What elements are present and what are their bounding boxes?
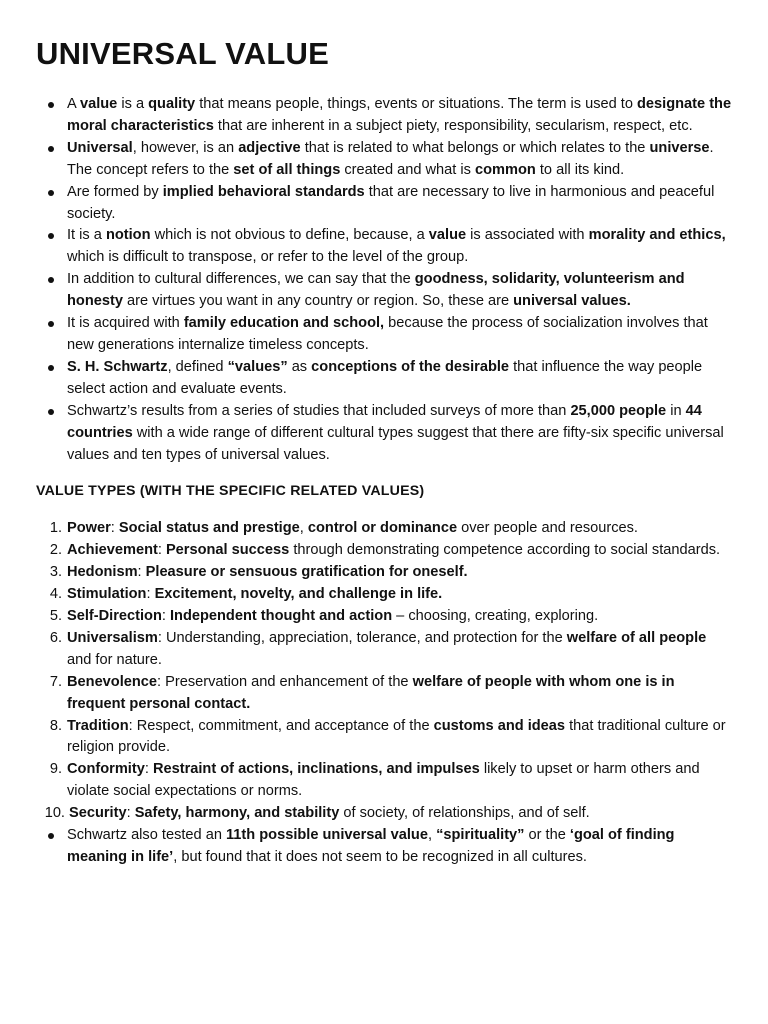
bold-text: designate the moral characteristics (67, 96, 732, 134)
bold-text: control or dominance (307, 520, 458, 537)
bold-text: adjective (238, 139, 301, 156)
bold-text: conceptions of the desirable (311, 358, 510, 375)
bold-text: value (79, 96, 118, 112)
bold-text: goodness, solidarity, volunteerism and honesty (67, 271, 685, 310)
bold-text: common (475, 161, 536, 178)
closing-bullet-list (36, 825, 732, 869)
bold-text: S. H. Schwartz (67, 358, 168, 375)
bold-text: Universalism (67, 629, 158, 646)
bold-text: Excitement, novelty, and challenge in life. (154, 586, 443, 603)
page-title: UNIVERSAL VALUE (36, 36, 329, 71)
value-type-item (36, 606, 732, 628)
bold-text: quality (148, 96, 196, 112)
list-number: 10. (44, 805, 65, 822)
bold-text: universal values. (513, 293, 631, 310)
value-type-item (36, 540, 732, 562)
value-type-text: Power: Social status and prestige, control or dominance over people and resources. (67, 520, 638, 537)
bold-text: Independent thought and action (169, 608, 393, 625)
value-type-text: Security: Safety, harmony, and stability of society, of relationships, and of self. (69, 805, 590, 822)
value-type-text: Conformity: Restraint of actions, inclinations, and impulses likely to upset or harm others and violate social expectations or norms. (67, 761, 700, 800)
bullet-item: It is a notion which is not obvious to define, because, a value is associated with morality and ethics, which is difficult to transpose, or refer to the level of the group. (36, 225, 732, 269)
bold-text: universe (649, 139, 710, 156)
bullet-item: Universal, however, is an adjective that is related to what belongs or which relates to the universe. The concept refers to the set of all things created and what is common to all its kind. (36, 138, 732, 182)
section-heading: VALUE TYPES (WITH THE SPECIFIC RELATED VALUES) (36, 483, 425, 500)
bold-text: morality and ethics, (588, 227, 726, 244)
value-type-item (36, 672, 732, 716)
value-type-item (36, 803, 732, 825)
list-number: 1. (49, 520, 62, 537)
bold-text: implied behavioral standards (162, 183, 365, 200)
bold-text: Security (69, 805, 127, 822)
bold-text: Benevolence (67, 673, 158, 690)
bold-text: Universal (67, 139, 133, 156)
bold-text: 44 countries (67, 402, 702, 441)
value-type-text: Self-Direction: Independent thought and action – choosing, creating, exploring. (67, 608, 599, 625)
value-type-text: Universalism: Understanding, appreciation, tolerance, and protection for the welfare of all people and for nature. (67, 629, 707, 668)
bold-text: Restraint of actions, inclinations, and impulses (152, 761, 480, 778)
list-number: 6. (49, 629, 62, 646)
value-type-item (36, 562, 732, 584)
value-type-item (36, 584, 732, 606)
bullet-item: Schwartz’s results from a series of studies that included surveys of more than 25,000 people in 44 countries with a wide range of different cultural types suggest that there are fifty-six specific universal values and ten types of universal values. (36, 401, 732, 467)
intro-bullet-list (36, 94, 732, 466)
bold-text: Stimulation (67, 586, 147, 603)
value-type-text: Hedonism: Pleasure or sensuous gratification for oneself. (67, 564, 468, 581)
value-type-text: Tradition: Respect, commitment, and acceptance of the customs and ideas that traditional culture or religion provide. (67, 717, 726, 756)
bold-text: 25,000 people (570, 402, 667, 419)
value-type-text: Benevolence: Preservation and enhancement of the welfare of people with whom one is in frequent personal contact. (67, 673, 675, 712)
bold-text: welfare of people with whom one is in frequent personal contact. (67, 673, 675, 712)
list-number: 9. (49, 761, 62, 778)
bold-text: Tradition (67, 717, 129, 734)
list-number: 8. (49, 717, 62, 734)
value-type-item (36, 759, 732, 803)
bold-text: Self-Direction (67, 608, 162, 625)
bold-text: family education and school, (183, 315, 385, 332)
bold-text: Conformity (67, 761, 145, 778)
bullet-item: Schwartz also tested an 11th possible universal value, “spirituality” or the ‘goal of finding meaning in life’, but found that it does not seem to be recognized in all cultures. (36, 825, 732, 869)
bold-text: 11th possible universal value (226, 827, 428, 844)
bold-text: “spirituality” (436, 827, 525, 844)
bold-text: Safety, harmony, and stability (134, 805, 340, 822)
bullet-item: It is acquired with family education and school, because the process of socialization involves that new generations internalize timeless concepts. (36, 313, 732, 357)
list-number: 3. (49, 564, 62, 581)
bold-text: set of all things (233, 161, 341, 178)
bullet-item: In addition to cultural differences, we can say that the goodness, solidarity, volunteerism and honesty are virtues you want in any country or region. So, these are universal values. (36, 269, 732, 313)
bold-text: notion (105, 227, 151, 244)
bold-text: value (428, 227, 467, 244)
bold-text: Personal success (165, 542, 290, 559)
value-type-item (36, 716, 732, 760)
bold-text: Power (67, 520, 111, 537)
list-number: 2. (49, 542, 62, 559)
list-number: 5. (49, 608, 62, 625)
bold-text: “values” (227, 358, 288, 375)
bold-text: Pleasure or sensuous gratification for oneself. (145, 564, 468, 581)
bold-text: Social status and prestige (118, 520, 300, 537)
value-type-text: Stimulation: Excitement, novelty, and challenge in life. (67, 586, 443, 603)
bold-text: Hedonism (67, 564, 138, 581)
bold-text: customs and ideas (433, 717, 566, 734)
list-number: 4. (49, 586, 62, 603)
value-types-list (36, 518, 732, 825)
bold-text: ‘goal of finding meaning in life’ (67, 827, 675, 865)
bullet-item: A value is a quality that means people, things, events or situations. The term is used to designate the moral characteristics that are inherent in a subject piety, responsibility, secularism, respect, etc. (36, 94, 732, 138)
list-number: 7. (49, 673, 62, 690)
value-type-text: Achievement: Personal success through demonstrating competence according to social standards. (67, 542, 721, 559)
bold-text: welfare of all people (566, 629, 707, 646)
value-type-item (36, 628, 732, 672)
value-type-item (36, 518, 732, 540)
bullet-item: Are formed by implied behavioral standards that are necessary to live in harmonious and peaceful society. (36, 182, 732, 226)
bold-text: Achievement (67, 542, 158, 559)
bullet-item: S. H. Schwartz, defined “values” as conceptions of the desirable that influence the way people select action and evaluate events. (36, 357, 732, 401)
